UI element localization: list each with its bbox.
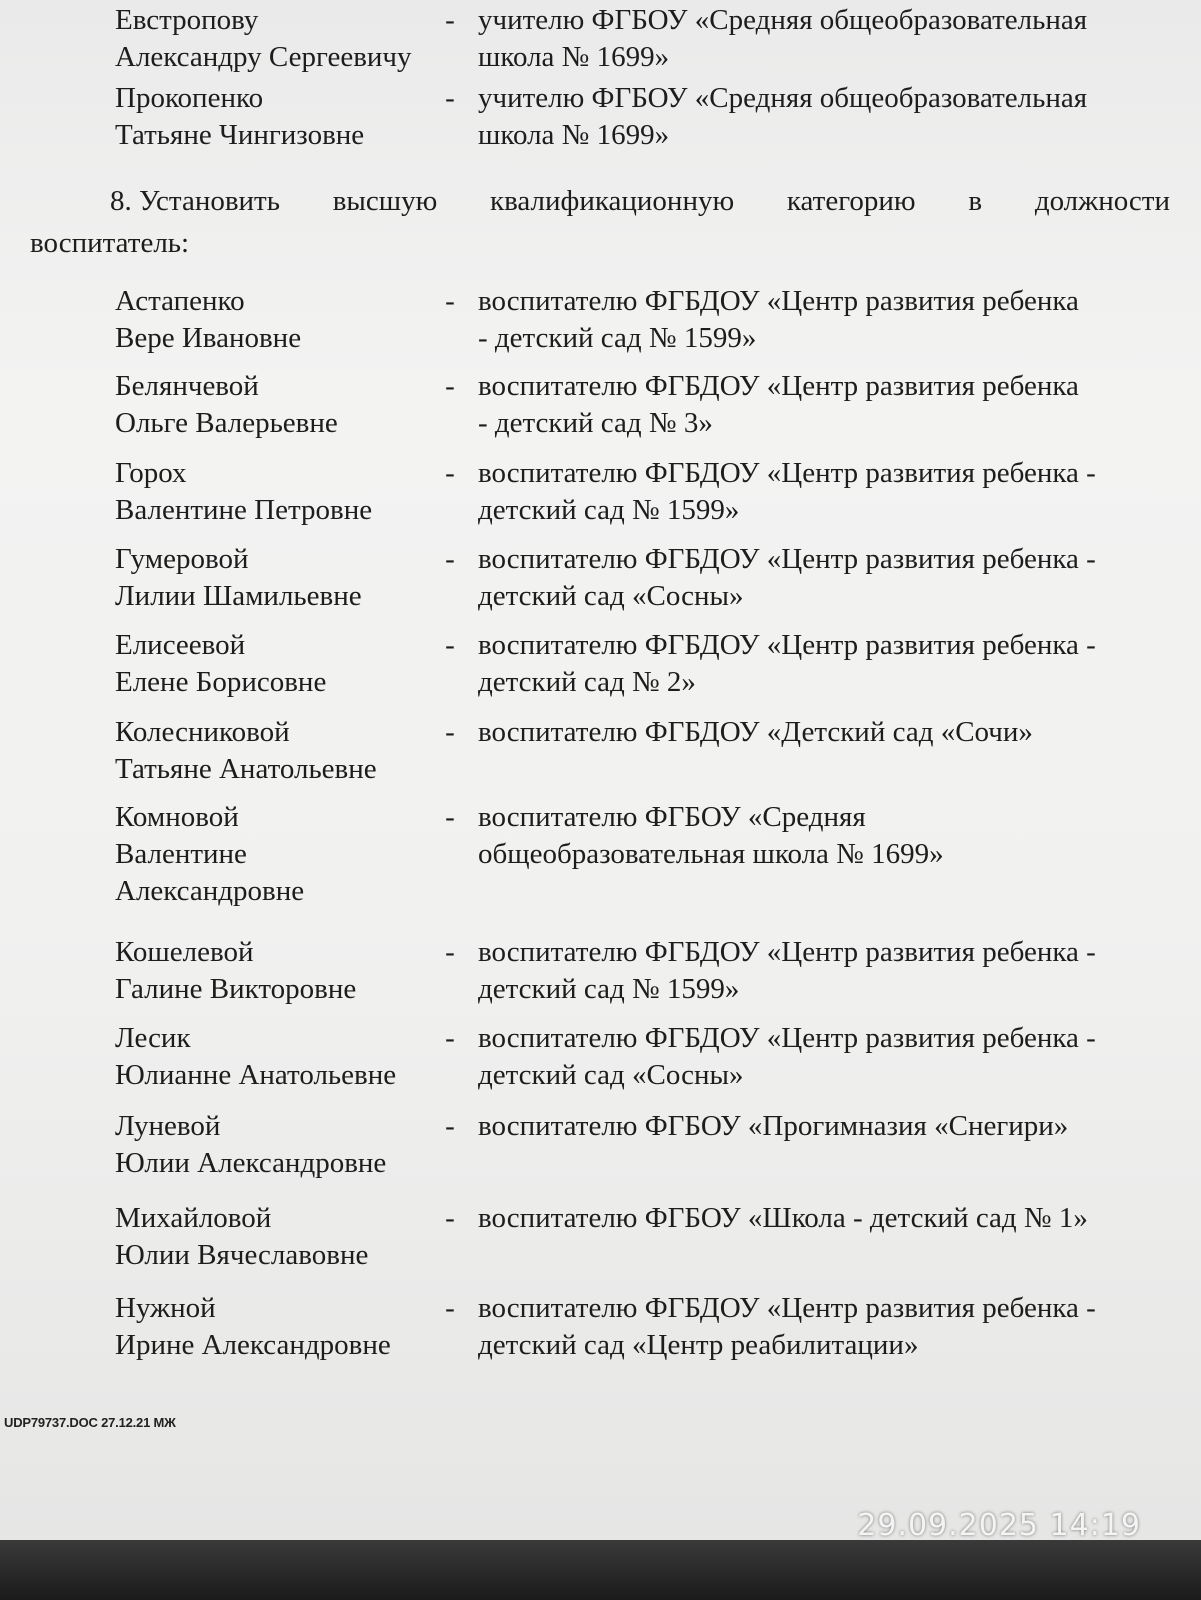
paragraph-line-1 xyxy=(30,180,1170,222)
name-line: Евстропову xyxy=(115,4,259,36)
person-name xyxy=(115,627,435,701)
position-description xyxy=(478,368,1178,442)
description-line: воспитателю ФГБОУ «Средняя xyxy=(478,801,866,833)
person-name xyxy=(115,541,435,615)
dash-separator: - xyxy=(445,82,455,114)
dash-separator: - xyxy=(445,801,455,833)
description-line: воспитателю ФГБОУ «Прогимназия «Снегири» xyxy=(478,1110,1069,1142)
position-description xyxy=(478,714,1178,751)
description-line: детский сад «Сосны» xyxy=(478,1059,744,1091)
position-description xyxy=(478,1200,1178,1237)
name-line: Валентине Петровне xyxy=(115,494,373,526)
position-description xyxy=(478,799,1178,873)
name-line: Александру Сергеевичу xyxy=(115,41,412,73)
name-line: Александровне xyxy=(115,875,305,907)
desk-background xyxy=(0,1540,1201,1600)
description-line: школа № 1699» xyxy=(478,119,670,151)
description-line: учителю ФГБОУ «Средняя общеобразовательная xyxy=(478,4,1088,36)
name-line: Валентине xyxy=(115,838,247,870)
name-line: Галине Викторовне xyxy=(115,973,357,1005)
dash-separator: - xyxy=(445,285,455,317)
name-line: Михайловой xyxy=(115,1202,272,1234)
name-line: Кошелевой xyxy=(115,936,254,968)
name-line: Горох xyxy=(115,457,187,489)
position-description xyxy=(478,1108,1178,1145)
position-description xyxy=(478,541,1178,615)
name-line: Луневой xyxy=(115,1110,221,1142)
description-line: школа № 1699» xyxy=(478,41,670,73)
person-name xyxy=(115,1290,435,1364)
dash-separator: - xyxy=(445,1202,455,1234)
name-line: Гумеровой xyxy=(115,543,249,575)
description-line: воспитателю ФГБДОУ «Центр развития ребенка xyxy=(478,370,1079,402)
position-description xyxy=(478,455,1178,529)
description-line: детский сад № 2» xyxy=(478,666,696,698)
description-line: воспитателю ФГБДОУ «Детский сад «Сочи» xyxy=(478,716,1033,748)
position-description xyxy=(478,1020,1178,1094)
person-name xyxy=(115,934,435,1008)
paragraph-word: высшую xyxy=(332,185,438,217)
dash-separator: - xyxy=(445,716,455,748)
photo-timestamp: 29.09.2025 14:19 xyxy=(857,1508,1141,1543)
person-name xyxy=(115,455,435,529)
description-line: воспитателю ФГБДОУ «Центр развития ребенка - xyxy=(478,543,1096,575)
description-line: воспитателю ФГБДОУ «Центр развития ребенка - xyxy=(478,936,1096,968)
description-line: воспитателю ФГБДОУ «Центр развития ребенка - xyxy=(478,457,1096,489)
name-line: Нужной xyxy=(115,1292,216,1324)
paragraph-word: должности xyxy=(1034,185,1170,217)
dash-separator: - xyxy=(445,1110,455,1142)
description-line: воспитателю ФГБДОУ «Центр развития ребенка - xyxy=(478,1022,1096,1054)
paragraph-8 xyxy=(30,180,1170,264)
position-description xyxy=(478,627,1178,701)
dash-separator: - xyxy=(445,457,455,489)
person-name xyxy=(115,2,435,76)
description-line: общеобразовательная школа № 1699» xyxy=(478,838,944,870)
name-line: Вере Ивановне xyxy=(115,322,302,354)
person-name xyxy=(115,799,435,910)
position-description xyxy=(478,1290,1178,1364)
name-line: Прокопенко xyxy=(115,82,264,114)
paragraph-word: квалификационную xyxy=(490,185,735,217)
name-line: Татьяне Анатольевне xyxy=(115,753,377,785)
description-line: воспитателю ФГБДОУ «Центр развития ребенка - xyxy=(478,1292,1096,1324)
dash-separator: - xyxy=(445,936,455,968)
position-description xyxy=(478,80,1178,154)
description-line: воспитателю ФГБОУ «Школа - детский сад № 1» xyxy=(478,1202,1088,1234)
document-footer: UDP79737.DOC 27.12.21 МЖ xyxy=(4,1415,176,1430)
position-description xyxy=(478,934,1178,1008)
description-line: - детский сад № 3» xyxy=(478,407,713,439)
description-line: детский сад «Центр реабилитации» xyxy=(478,1329,919,1361)
name-line: Юлианне Анатольевне xyxy=(115,1059,397,1091)
description-line: детский сад № 1599» xyxy=(478,973,740,1005)
paragraph-word: 8. Установить xyxy=(110,185,280,217)
dash-separator: - xyxy=(445,543,455,575)
person-name xyxy=(115,1200,435,1274)
name-line: Елисеевой xyxy=(115,629,246,661)
name-line: Юлии Александровне xyxy=(115,1147,387,1179)
name-line: Ольге Валерьевне xyxy=(115,407,338,439)
dash-separator: - xyxy=(445,370,455,402)
name-line: Комновой xyxy=(115,801,239,833)
description-line: - детский сад № 1599» xyxy=(478,322,757,354)
paragraph-word: в xyxy=(968,185,983,217)
dash-separator: - xyxy=(445,629,455,661)
person-name xyxy=(115,80,435,154)
name-line: Татьяне Чингизовне xyxy=(115,119,365,151)
name-line: Лилии Шамильевне xyxy=(115,580,362,612)
dash-separator: - xyxy=(445,4,455,36)
name-line: Колесниковой xyxy=(115,716,290,748)
position-description xyxy=(478,2,1178,76)
dash-separator: - xyxy=(445,1022,455,1054)
name-line: Белянчевой xyxy=(115,370,259,402)
description-line: детский сад № 1599» xyxy=(478,494,740,526)
description-line: воспитателю ФГБДОУ «Центр развития ребенка - xyxy=(478,629,1096,661)
person-name xyxy=(115,368,435,442)
position-description xyxy=(478,283,1178,357)
name-line: Лесик xyxy=(115,1022,191,1054)
person-name xyxy=(115,714,435,788)
person-name xyxy=(115,1108,435,1182)
name-line: Ирине Александровне xyxy=(115,1329,391,1361)
description-line: учителю ФГБОУ «Средняя общеобразовательная xyxy=(478,82,1088,114)
person-name xyxy=(115,283,435,357)
dash-separator: - xyxy=(445,1292,455,1324)
paragraph-word: категорию xyxy=(786,185,916,217)
person-name xyxy=(115,1020,435,1094)
name-line: Елене Борисовне xyxy=(115,666,327,698)
paragraph-line-2: воспитатель: xyxy=(30,227,190,259)
name-line: Юлии Вячеславовне xyxy=(115,1239,369,1271)
description-line: детский сад «Сосны» xyxy=(478,580,744,612)
name-line: Астапенко xyxy=(115,285,245,317)
description-line: воспитателю ФГБДОУ «Центр развития ребенка xyxy=(478,285,1079,317)
